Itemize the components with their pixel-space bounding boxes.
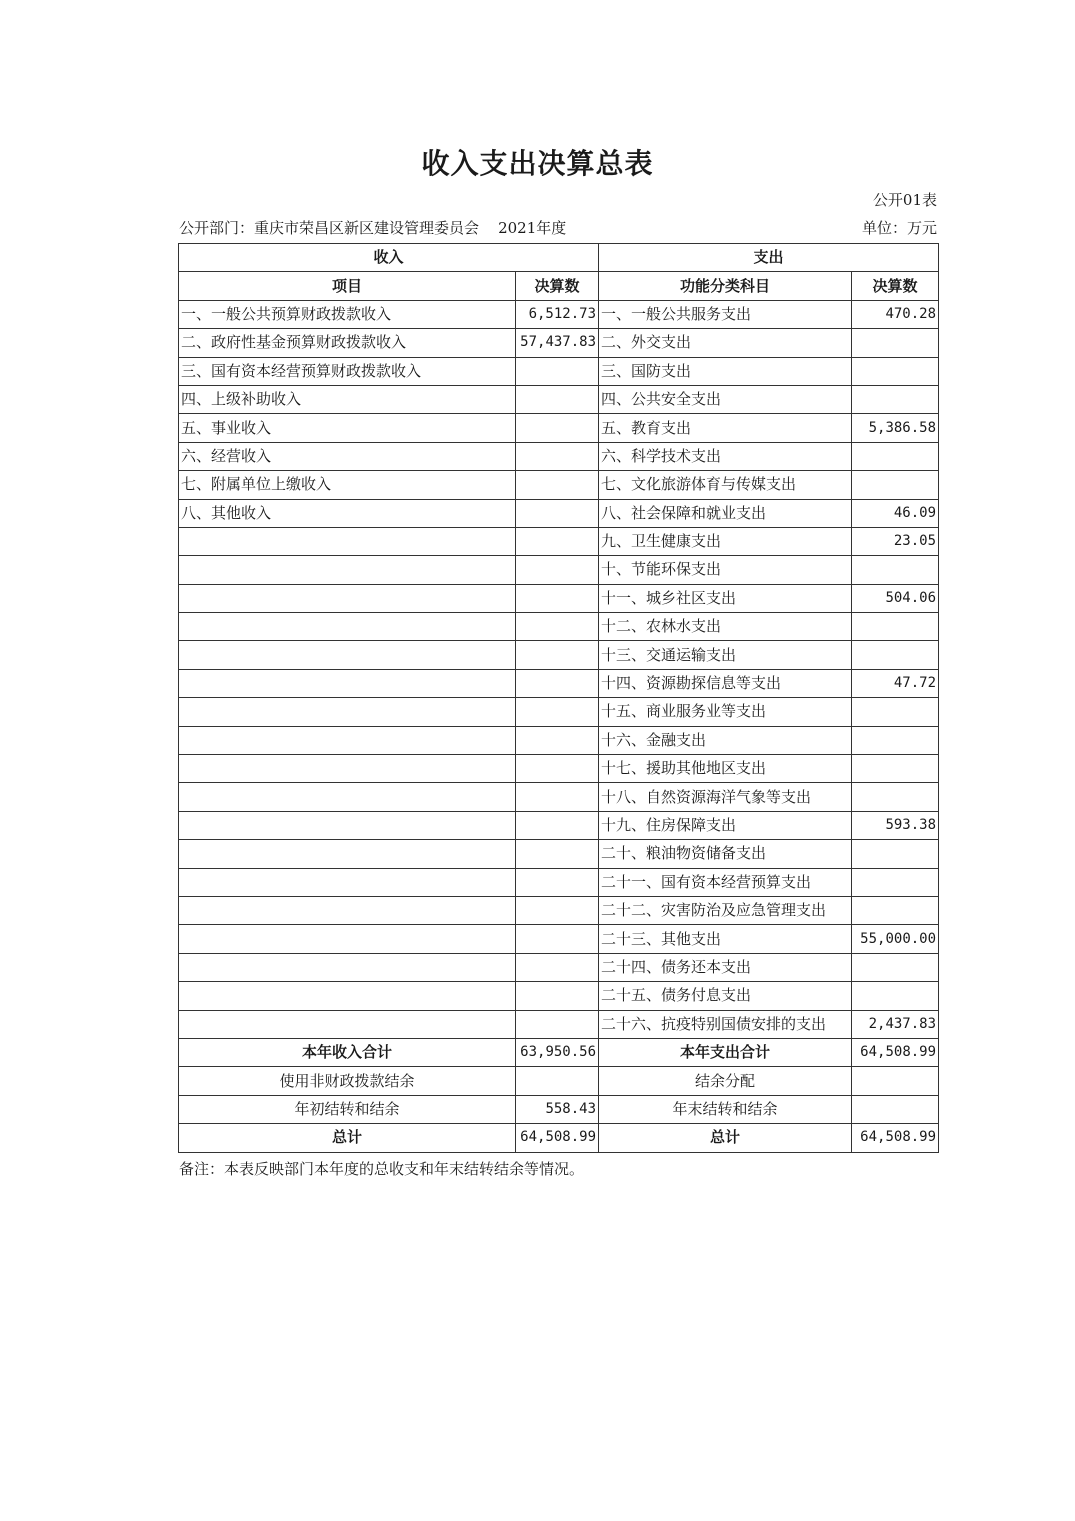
income-item-cell: [179, 613, 516, 641]
income-item-cell: [179, 953, 516, 981]
table-row: [179, 527, 939, 555]
income-section-header: 收入: [179, 244, 599, 272]
income-item-cell: [179, 925, 516, 953]
summary-expense-label: 总计: [599, 1124, 852, 1152]
income-item-cell: [179, 698, 516, 726]
summary-income-amount: [516, 1067, 599, 1095]
expense-item-cell: 十三、交通运输支出: [599, 641, 852, 669]
income-item-cell: 八、其他收入: [179, 499, 516, 527]
expense-amount-cell: 55,000.00: [852, 925, 939, 953]
income-amount-cell: 6,512.73: [516, 300, 599, 328]
expense-amount-cell: [852, 868, 939, 896]
income-amount-cell: [516, 613, 599, 641]
expense-item-cell: 四、公共安全支出: [599, 385, 852, 413]
expense-item-cell: 三、国防支出: [599, 357, 852, 385]
expense-amount-cell: [852, 442, 939, 470]
table-row: [179, 357, 939, 385]
income-amount-cell: [516, 669, 599, 697]
income-amount-cell: [516, 840, 599, 868]
income-item-cell: 七、附属单位上缴收入: [179, 471, 516, 499]
table-row: [179, 840, 939, 868]
table-row: [179, 584, 939, 612]
expense-amount-cell: 23.05: [852, 527, 939, 555]
summary-expense-label: 年末结转和结余: [599, 1095, 852, 1123]
expense-amount-cell: [852, 982, 939, 1010]
summary-income-label: 年初结转和结余: [179, 1095, 516, 1123]
table-row: [179, 414, 939, 442]
expense-amount-cell: [852, 953, 939, 981]
income-amount-cell: [516, 1010, 599, 1038]
table-row: [179, 783, 939, 811]
income-amount-cell: [516, 896, 599, 924]
form-number: 公开01表: [872, 191, 937, 209]
expense-item-cell: 十四、资源勘探信息等支出: [599, 669, 852, 697]
income-item-cell: [179, 755, 516, 783]
expense-amount-cell: [852, 357, 939, 385]
expense-amount-cell: 46.09: [852, 499, 939, 527]
income-amount-cell: [516, 953, 599, 981]
income-item-cell: [179, 726, 516, 754]
table-row: [179, 669, 939, 697]
income-amount-cell: [516, 783, 599, 811]
expense-amount-cell: [852, 783, 939, 811]
expense-item-cell: 六、科学技术支出: [599, 442, 852, 470]
income-amount-cell: [516, 811, 599, 839]
expense-item-cell: 二十四、债务还本支出: [599, 953, 852, 981]
expense-item-cell: 十一、城乡社区支出: [599, 584, 852, 612]
income-amount-cell: [516, 641, 599, 669]
expense-item-cell: 十八、自然资源海洋气象等支出: [599, 783, 852, 811]
expense-item-cell: 五、教育支出: [599, 414, 852, 442]
expense-amount-cell: [852, 755, 939, 783]
table-row: [179, 385, 939, 413]
expense-amount-cell: [852, 840, 939, 868]
expense-item-cell: 十、节能环保支出: [599, 556, 852, 584]
expense-amount-cell: [852, 385, 939, 413]
expense-item-cell: 十五、商业服务业等支出: [599, 698, 852, 726]
expense-item-cell: 十六、金融支出: [599, 726, 852, 754]
income-amount-cell: [516, 868, 599, 896]
expense-item-cell: 二十六、抗疫特别国债安排的支出: [599, 1010, 852, 1038]
expense-amount-cell: 47.72: [852, 669, 939, 697]
income-amount-cell: [516, 442, 599, 470]
income-amount-cell: [516, 471, 599, 499]
expense-amount-cell: [852, 471, 939, 499]
income-item-header: 项目: [179, 272, 516, 300]
expense-item-cell: 十二、农林水支出: [599, 613, 852, 641]
income-item-cell: 五、事业收入: [179, 414, 516, 442]
table-row: [179, 726, 939, 754]
expense-item-cell: 二十三、其他支出: [599, 925, 852, 953]
table-row: [179, 556, 939, 584]
income-amount-cell: [516, 584, 599, 612]
summary-income-amount: 64,508.99: [516, 1124, 599, 1152]
summary-income-label: 本年收入合计: [179, 1038, 516, 1066]
income-item-cell: [179, 982, 516, 1010]
income-amount-cell: [516, 414, 599, 442]
income-amount-cell: [516, 698, 599, 726]
expense-item-cell: 二十、粮油物资储备支出: [599, 840, 852, 868]
table-row: [179, 953, 939, 981]
expense-amount-cell: 593.38: [852, 811, 939, 839]
income-item-cell: 三、国有资本经营预算财政拨款收入: [179, 357, 516, 385]
budget-summary-table: [178, 243, 939, 1153]
summary-row: [179, 1124, 939, 1152]
summary-expense-label: 本年支出合计: [599, 1038, 852, 1066]
table-row: [179, 925, 939, 953]
summary-income-amount: 63,950.56: [516, 1038, 599, 1066]
table-row: [179, 499, 939, 527]
income-item-cell: [179, 669, 516, 697]
section-header-row: [179, 244, 939, 272]
expense-amount-header: 决算数: [852, 272, 939, 300]
page-title: 收入支出决算总表: [421, 147, 654, 180]
income-item-cell: 一、一般公共预算财政拨款收入: [179, 300, 516, 328]
expense-amount-cell: [852, 613, 939, 641]
summary-row: [179, 1038, 939, 1066]
table-row: [179, 329, 939, 357]
expense-amount-cell: [852, 329, 939, 357]
expense-item-cell: 八、社会保障和就业支出: [599, 499, 852, 527]
income-item-cell: 二、政府性基金预算财政拨款收入: [179, 329, 516, 357]
expense-amount-cell: 504.06: [852, 584, 939, 612]
department-line: [179, 217, 566, 238]
income-item-cell: 六、经营收入: [179, 442, 516, 470]
column-header-row: [179, 272, 939, 300]
expense-item-cell: 一、一般公共服务支出: [599, 300, 852, 328]
expense-item-header: 功能分类科目: [599, 272, 852, 300]
income-item-cell: [179, 1010, 516, 1038]
table-row: [179, 755, 939, 783]
income-amount-cell: 57,437.83: [516, 329, 599, 357]
department-name: 公开部门：重庆市荣昌区新区建设管理委员会: [179, 219, 480, 237]
table-note: 备注：本表反映部门本年度的总收支和年末结转结余等情况。: [179, 1160, 585, 1178]
summary-income-label: 使用非财政拨款结余: [179, 1067, 516, 1095]
fiscal-year: 2021年度: [498, 219, 567, 237]
income-item-cell: [179, 896, 516, 924]
expense-amount-cell: 5,386.58: [852, 414, 939, 442]
income-item-cell: [179, 811, 516, 839]
table-row: [179, 613, 939, 641]
income-item-cell: [179, 641, 516, 669]
expense-item-cell: 十九、住房保障支出: [599, 811, 852, 839]
table-row: [179, 896, 939, 924]
unit-label: 单位：万元: [861, 219, 937, 237]
summary-expense-amount: 64,508.99: [852, 1124, 939, 1152]
income-item-cell: [179, 556, 516, 584]
expense-amount-cell: [852, 698, 939, 726]
income-amount-cell: [516, 925, 599, 953]
income-amount-cell: [516, 982, 599, 1010]
summary-expense-label: 结余分配: [599, 1067, 852, 1095]
table-row: [179, 300, 939, 328]
summary-income-label: 总计: [179, 1124, 516, 1152]
summary-expense-amount: 64,508.99: [852, 1038, 939, 1066]
expense-amount-cell: [852, 726, 939, 754]
expense-item-cell: 九、卫生健康支出: [599, 527, 852, 555]
table-row: [179, 698, 939, 726]
expense-item-cell: 二十一、国有资本经营预算支出: [599, 868, 852, 896]
income-item-cell: [179, 783, 516, 811]
income-item-cell: [179, 868, 516, 896]
expense-amount-cell: [852, 556, 939, 584]
income-amount-cell: [516, 527, 599, 555]
expense-section-header: 支出: [599, 244, 939, 272]
income-item-cell: [179, 527, 516, 555]
table-body: [179, 244, 939, 1153]
expense-item-cell: 二十二、灾害防治及应急管理支出: [599, 896, 852, 924]
income-amount-cell: [516, 385, 599, 413]
summary-income-amount: 558.43: [516, 1095, 599, 1123]
income-amount-cell: [516, 556, 599, 584]
table-row: [179, 811, 939, 839]
expense-amount-cell: [852, 896, 939, 924]
summary-expense-amount: [852, 1095, 939, 1123]
income-amount-cell: [516, 755, 599, 783]
table-row: [179, 982, 939, 1010]
table-row: [179, 641, 939, 669]
income-amount-cell: [516, 499, 599, 527]
expense-item-cell: 七、文化旅游体育与传媒支出: [599, 471, 852, 499]
expense-item-cell: 十七、援助其他地区支出: [599, 755, 852, 783]
summary-expense-amount: [852, 1067, 939, 1095]
expense-item-cell: 二十五、债务付息支出: [599, 982, 852, 1010]
income-item-cell: [179, 840, 516, 868]
table-row: [179, 868, 939, 896]
expense-amount-cell: 2,437.83: [852, 1010, 939, 1038]
expense-item-cell: 二、外交支出: [599, 329, 852, 357]
income-item-cell: [179, 584, 516, 612]
expense-amount-cell: [852, 641, 939, 669]
income-amount-header: 决算数: [516, 272, 599, 300]
expense-amount-cell: 470.28: [852, 300, 939, 328]
income-amount-cell: [516, 357, 599, 385]
income-item-cell: 四、上级补助收入: [179, 385, 516, 413]
summary-row: [179, 1095, 939, 1123]
income-amount-cell: [516, 726, 599, 754]
table-row: [179, 471, 939, 499]
table-row: [179, 442, 939, 470]
table-row: [179, 1010, 939, 1038]
summary-row: [179, 1067, 939, 1095]
